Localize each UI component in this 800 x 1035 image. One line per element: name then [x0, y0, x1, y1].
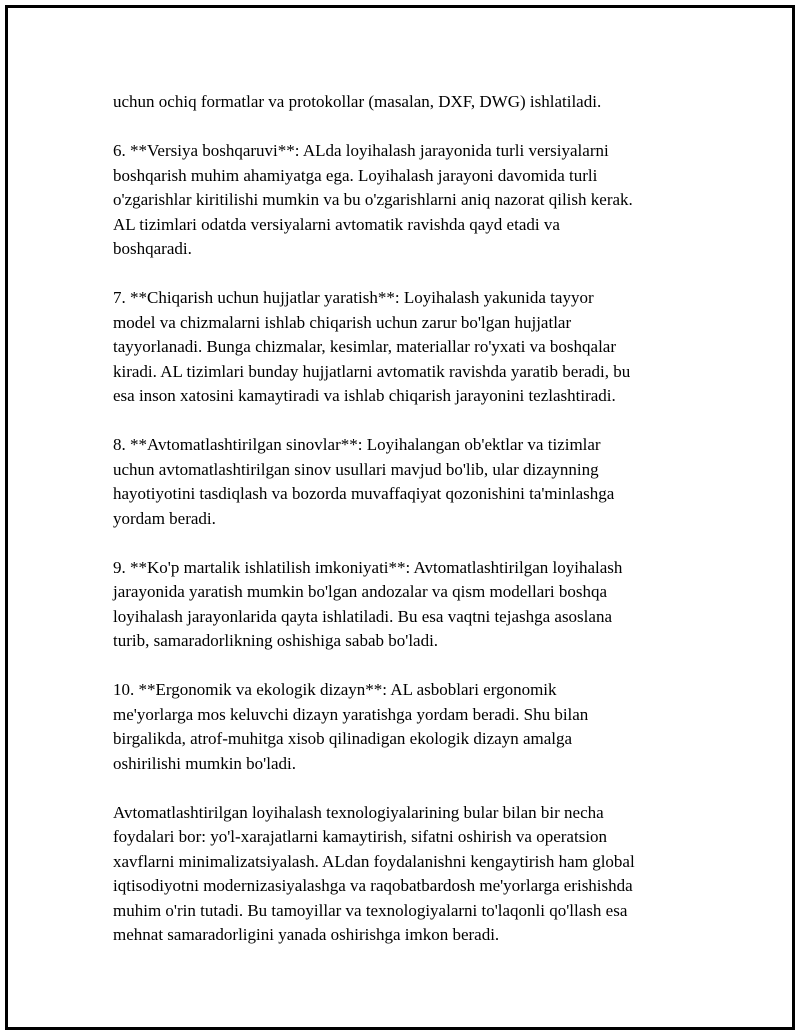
text-line: kiradi. AL tizimlari bunday hujjatlarni avtomatik ravishda yaratib beradi, bu — [113, 361, 631, 381]
text-line: 6. **Versiya boshqaruvi**: ALda loyihalash jarayonida turli versiyalarni — [113, 141, 609, 160]
document-body — [113, 90, 693, 972]
text-line: turib, samaradorlikning oshishiga sabab bo'ladi. — [113, 631, 439, 650]
text-line: esa inson xatosini kamaytiradi va ishlab chiqarish jarayonini tezlashtiradi. — [113, 386, 616, 405]
text-line: 9. **Ko'p martalik ishlatilish imkoniyati**: Avtomatlashtirilgan loyihalash — [113, 557, 623, 577]
paragraph-ergonomik-dizayn — [113, 678, 693, 776]
text-line: loyihalash jarayonlarida qayta ishlatiladi. Bu esa vaqtni tejashga asoslana — [113, 606, 612, 626]
text-line: iqtisodiyotni modernizasiyalashga va raqobatbardosh me'yorlarga erishishda — [113, 876, 633, 895]
text-line: tayyorlanadi. Bunga chizmalar, kesimlar, materiallar ro'yxati va boshqalar — [113, 337, 617, 356]
text-line: boshqarish muhim ahamiyatga ega. Loyihalash jarayoni davomida turli — [113, 165, 598, 185]
text-line: me'yorlarga mos keluvchi dizayn yaratishga yordam beradi. Shu bilan — [113, 704, 589, 724]
text-line: birgalikda, atrof-muhitga xisob qilinadigan ekologik dizayn amalga — [113, 729, 573, 748]
text-line: xavflarni minimalizatsiyalash. ALdan foydalanishni kengaytirish ham global — [113, 851, 635, 871]
text-line: o'zgarishlar kiritilishi mumkin va bu o'zgarishlarni aniq nazorat qilish kerak. — [113, 190, 633, 209]
paragraph-continuation — [113, 90, 693, 115]
text-line: 8. **Avtomatlashtirilgan sinovlar**: Loyihalangan ob'ektlar va tizimlar — [113, 435, 601, 454]
text-line: oshirilishi mumkin bo'ladi. — [113, 753, 296, 773]
paragraph-chiqarish-hujjatlar — [113, 286, 693, 409]
text-line: mehnat samaradorligini yanada oshirishga imkon beradi. — [113, 925, 500, 944]
text-line: Avtomatlashtirilgan loyihalash texnologiyalarining bular bilan bir necha — [113, 802, 604, 822]
text-line: 10. **Ergonomik va ekologik dizayn**: AL asboblari ergonomik — [113, 680, 557, 699]
text-line: muhim o'rin tutadi. Bu tamoyillar va texnologiyalarni to'laqonli qo'llash esa — [113, 900, 628, 920]
text-line: boshqaradi. — [113, 239, 192, 258]
text-line: 7. **Chiqarish uchun hujjatlar yaratish**: Loyihalash yakunida tayyor — [113, 288, 594, 307]
text-line: foydalari bor: yo'l-xarajatlarni kamaytirish, sifatni oshirish va operatsion — [113, 827, 608, 846]
text-line: model va chizmalarni ishlab chiqarish uchun zarur bo'lgan hujjatlar — [113, 312, 572, 332]
paragraph-conclusion — [113, 801, 693, 948]
text-line: uchun avtomatlashtirilgan sinov usullari mavjud bo'lib, ular dizaynning — [113, 459, 599, 479]
text-line: jarayonida yaratish mumkin bo'lgan andozalar va qism modellari boshqa — [113, 582, 608, 601]
paragraph-avtomatlashtirilgan-sinovlar — [113, 433, 693, 531]
paragraph-versiya-boshqaruvi — [113, 139, 693, 262]
text-line: yordam beradi. — [113, 508, 216, 528]
paragraph-kop-martalik — [113, 556, 693, 654]
text-line: AL tizimlari odatda versiyalarni avtomatik ravishda qayd etadi va — [113, 214, 560, 234]
text-line: hayotiyotini tasdiqlash va bozorda muvaffaqiyat qozonishini ta'minlashga — [113, 484, 615, 503]
text-line: uchun ochiq formatlar va protokollar (masalan, DXF, DWG) ishlatiladi. — [113, 92, 602, 111]
